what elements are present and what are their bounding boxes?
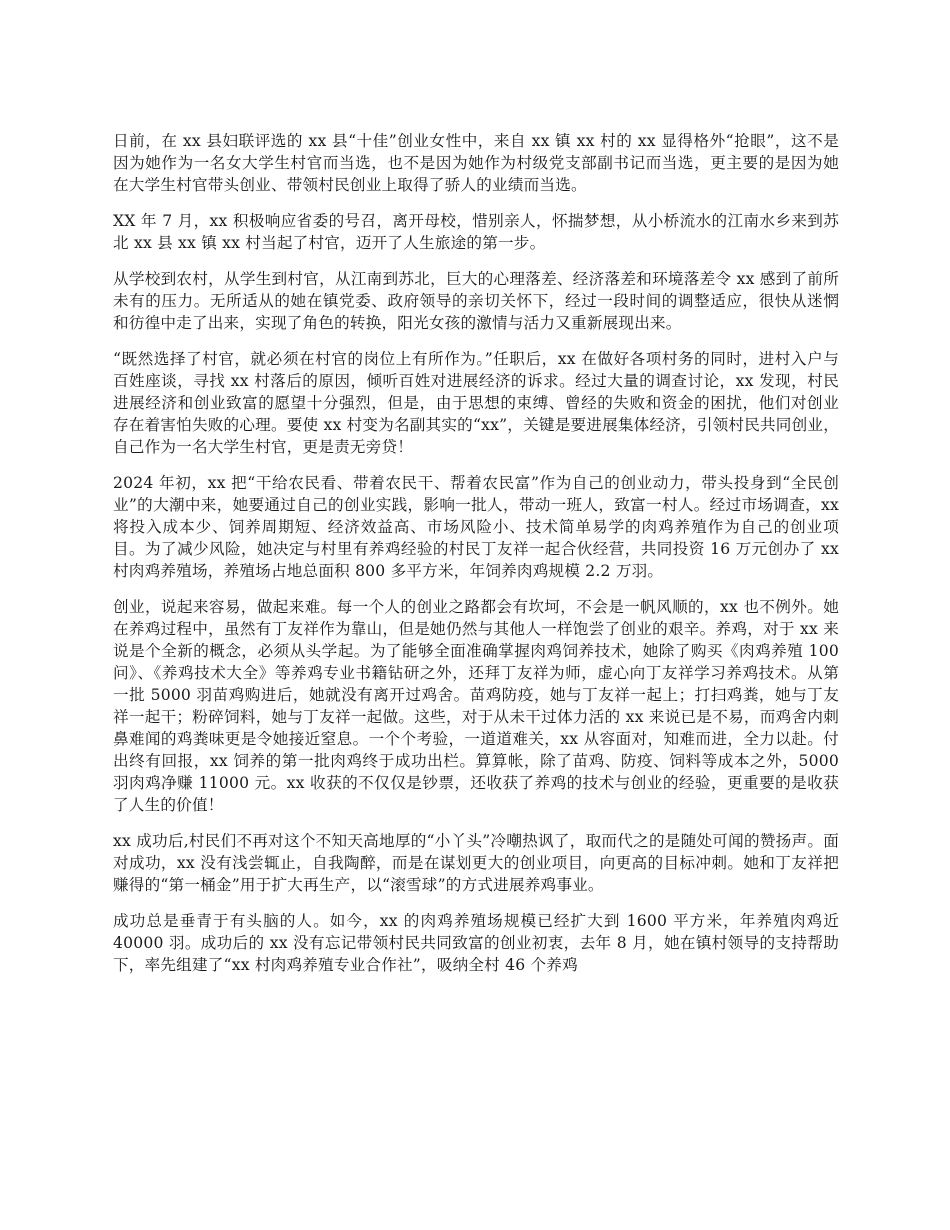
paragraph-7: xx 成功后,村民们不再对这个不知天高地厚的“小丫头”冷嘲热讽了，取而代之的是随处可闻的赞扬声。面对成功，xx 没有浅尝辄止，自我陶醉，而是在谋划更大的创业项目，向更高的目标冲刺。她和丁友祥把赚得的“第一桶金”用于扩大再生产，以“滚雪球”的方式进展养鸡事业。	[113, 832, 839, 894]
document-page	[113, 130, 839, 990]
paragraph-3: 从学校到农村，从学生到村官，从江南到苏北，巨大的心理落差、经济落差和环境落差令 xx 感到了前所未有的压力。无所适从的她在镇党委、政府领导的亲切关怀下，经过一段时间的调整适应，很快从迷惘和彷徨中走了出来，实现了角色的转换，阳光女孩的激情与活力又重新展现出来。	[113, 270, 839, 332]
paragraph-4: “既然选择了村官，就必须在村官的岗位上有所作为。”任职后，xx 在做好各项村务的同时，进村入户与百姓座谈，寻找 xx 村落后的原因，倾听百姓对进展经济的诉求。经过大量的调查讨论，xx 发现，村民进展经济和创业致富的愿望十分强烈，但是，由于思想的束缚、曾经的失败和资金的困扰，他们对创业存在着害怕失败的心理。要使 xx 村变为名副其实的“xx”，关键是要进展集体经济，引领村民共同创业，自己作为一名大学生村官，更是责无旁贷！	[113, 350, 839, 456]
paragraph-5: 2024 年初，xx 把“干给农民看、带着农民干、帮着农民富”作为自己的创业动力，带头投身到“全民创业”的大潮中来，她要通过自己的创业实践，影响一批人，带动一班人，致富一村人。经过市场调查，xx 将投入成本少、饲养周期短、经济效益高、市场风险小、技术简单易学的肉鸡养殖作为自己的创业项目。为了减少风险，她决定与村里有养鸡经验的村民丁友祥一起合伙经营，共同投资 16 万元创办了 xx 村肉鸡养殖场，养殖场占地总面积 800 多平方米，年饲养肉鸡规模 2.2 万羽。	[113, 474, 839, 580]
paragraph-2: XX 年 7 月，xx 积极响应省委的号召，离开母校，惜别亲人，怀揣梦想，从小桥流水的江南水乡来到苏北 xx 县 xx 镇 xx 村当起了村官，迈开了人生旅途的第一步。	[113, 212, 839, 252]
paragraph-1: 日前，在 xx 县妇联评选的 xx 县“十佳”创业女性中，来自 xx 镇 xx 村的 xx 显得格外“抢眼”，这不是因为她作为一名女大学生村官而当选，也不是因为她作为村级党支部副书记而当选，更主要的是因为她在大学生村官带头创业、带领村民创业上取得了骄人的业绩而当选。	[113, 132, 839, 194]
paragraph-8: 成功总是垂青于有头脑的人。如今，xx 的肉鸡养殖场规模已经扩大到 1600 平方米，年养殖肉鸡近 40000 羽。成功后的 xx 没有忘记带领村民共同致富的创业初衷，去年 8 月，她在镇村领导的支持帮助下，率先组建了“xx 村肉鸡养殖专业合作社”，吸纳全村 46 个养鸡	[113, 912, 839, 974]
paragraph-6: 创业，说起来容易，做起来难。每一个人的创业之路都会有坎坷，不会是一帆风顺的，xx 也不例外。她在养鸡过程中，虽然有丁友祥作为靠山，但是她仍然与其他人一样饱尝了创业的艰辛。养鸡，对于 xx 来说是个全新的概念，必须从头学起。为了能够全面准确掌握肉鸡饲养技术，她除了购买《肉鸡养殖 100 问》、《养鸡技术大全》等养鸡专业书籍钻研之外，还拜丁友祥为师，虚心向丁友祥学习养鸡技术。从第一批 5000 羽苗鸡购进后，她就没有离开过鸡舍。苗鸡防疫，她与丁友祥一起上；打扫鸡粪，她与丁友祥一起干；粉碎饲料，她与丁友祥一起做。这些，对于从未干过体力活的 xx 来说已是不易，而鸡舍内刺鼻难闻的鸡粪味更是令她接近窒息。一个个考验，一道道难关，xx 从容面对，知难而进，全力以赴。付出终有回报，xx 饲养的第一批肉鸡终于成功出栏。算算帐，除了苗鸡、防疫、饲料等成本之外，5000 羽肉鸡净赚 11000 元。xx 收获的不仅仅是钞票，还收获了养鸡的技术与创业的经验，更重要的是收获了人生的价值！	[113, 598, 839, 814]
